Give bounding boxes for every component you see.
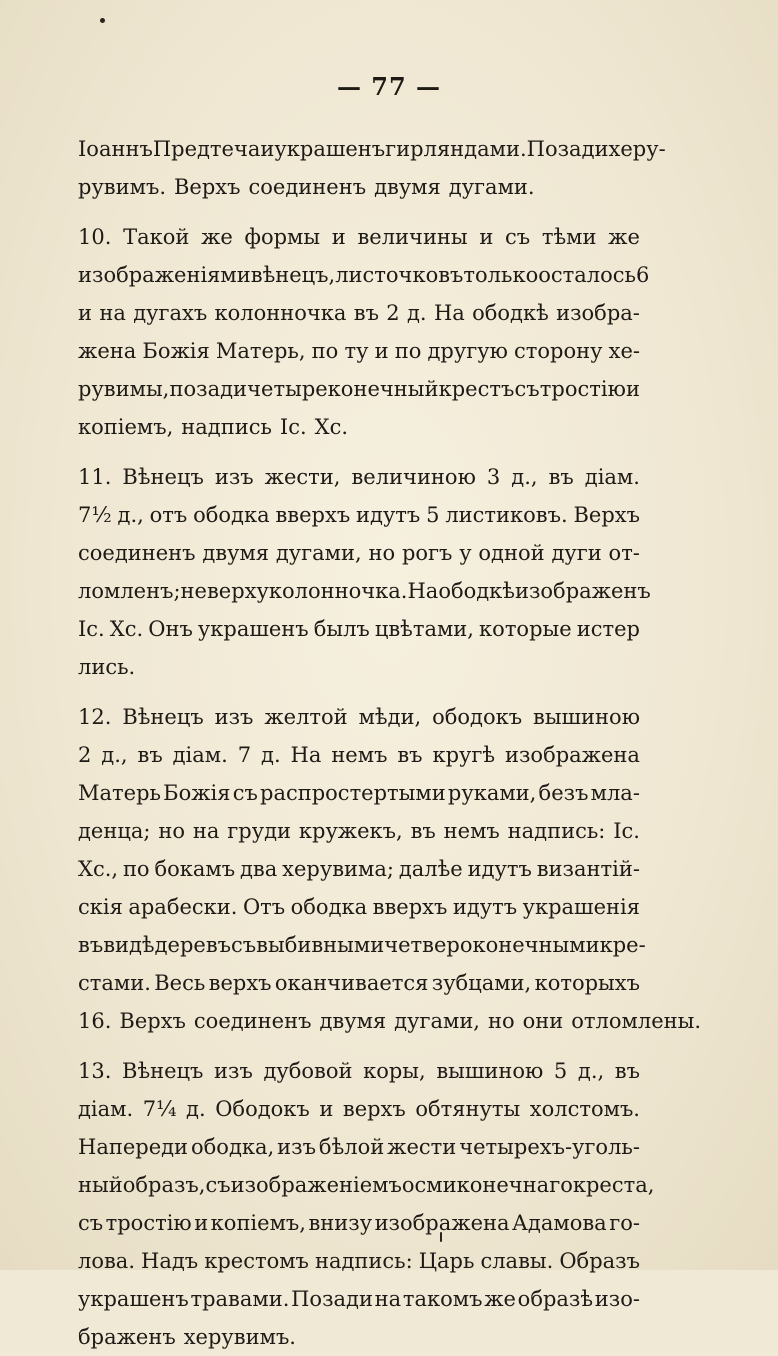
text-line: 16. Верхъ соединенъ двумя дугами, но они отломлены. [78,1009,702,1033]
paragraph [78,1052,655,1356]
text-line: скія арабески. Отъ ободка вверхъ идутъ украшенія [78,895,640,919]
text-line: ный образъ, съ изображеніемъ осмиконечнаго креста, [78,1173,655,1197]
paragraph [78,458,651,686]
text-line: рувимъ. Верхъ соединенъ двумя дугами. [78,175,535,199]
paragraph [78,130,666,206]
text-line: украшенъ травами. Позади на такомъ же образѣ изо- [78,1287,640,1311]
text-line: Матерь Божія съ распростертыми руками, безъ мла- [78,781,640,805]
text-line: лова. Надъ крестомъ надпись: Царь славы. Образъ [78,1249,640,1273]
text-line: 10. Такой же формы и величины и съ тѣми же [78,225,640,249]
paragraph-gap [78,1040,640,1052]
text-line: діам. 7¼ д. Ободокъ и верхъ обтянуты холстомъ. [78,1097,640,1121]
text-line: 7½ д., отъ ободка вверхъ идутъ 5 листиковъ. Верхъ [78,503,640,527]
text-line: 11. Вѣнецъ изъ жести, величиною 3 д., въ діам. [78,465,640,489]
text-line: рувимы, позади четыреконечный крестъ съ тростію и [78,377,640,401]
paragraph [78,218,650,446]
paragraph-gap [78,686,640,698]
text-line: лись. [78,655,136,679]
text-line: стами. Весь верхъ оканчивается зубцами, которыхъ [78,971,640,995]
paragraph-gap [78,446,640,458]
paragraph-gap [78,206,640,218]
text-line: съ тростію и копіемъ, внизу изображена Адамова го- [78,1211,640,1235]
text-line: Напереди ободка, изъ бѣлой жести четырехъ-уголь- [78,1135,640,1159]
text-line: жена Божія Матерь, по ту и по другую сторону хе- [78,339,640,363]
paragraph [78,698,702,1040]
text-line: въ видѣ деревъ съ выбивными четвероконечными кре- [78,933,646,957]
page-number: — 77 — [336,72,442,101]
text-line: Іс. Хс. Онъ украшенъ былъ цвѣтами, которые истер [78,617,640,641]
text-line: денца; но на груди кружекъ, въ немъ надпись: Іс. [78,819,640,843]
ink-speck [100,18,105,23]
text-line: Іоаннъ Предтеча и украшенъ гирляндами. Позади херу- [78,137,666,161]
text-line: 2 д., въ діам. 7 д. На немъ въ кругѣ изображена [78,743,640,767]
text-line: ломленъ; не верху колонночка. На ободкѣ изображенъ [78,579,651,603]
text-line: Хс., по бокамъ два херувима; далѣе идутъ византій- [78,857,640,881]
text-line: копіемъ, надпись Іс. Хс. [78,415,349,439]
text-line: изображеніями вѣнецъ, листочковъ только осталось 6 [78,263,650,287]
text-line: 13. Вѣнецъ изъ дубовой коры, вышиною 5 д., въ [78,1059,640,1083]
text-line: 12. Вѣнецъ изъ желтой мѣди, ободокъ вышиною [78,705,640,729]
text-line: соединенъ двумя дугами, но рогъ у одной дуги от- [78,541,640,565]
text-line: и на дугахъ колонночка въ 2 д. На ободкѣ изобра- [78,301,640,325]
text-line: браженъ херувимъ. [78,1325,296,1349]
body-text [78,130,702,1356]
